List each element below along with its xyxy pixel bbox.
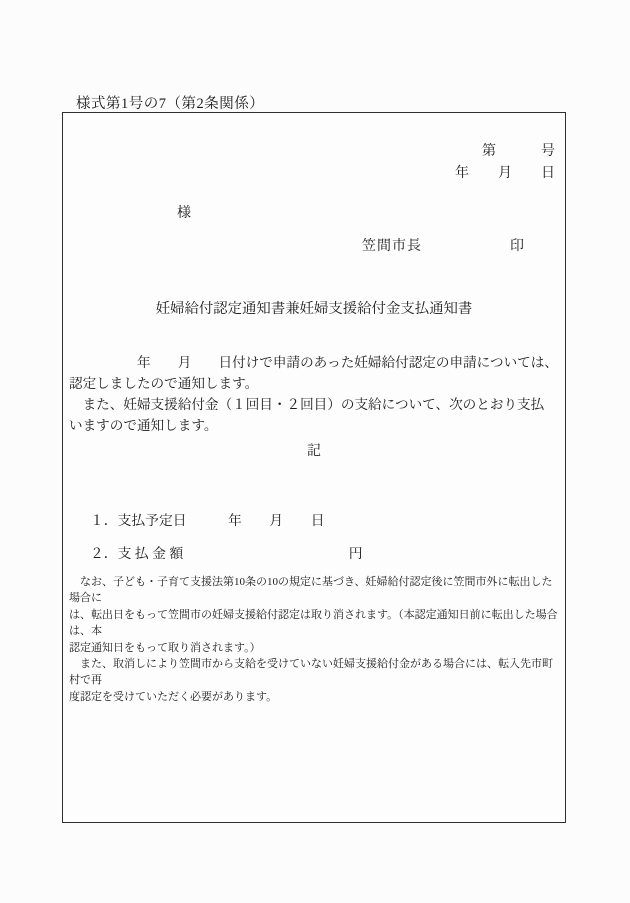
payment-date-item: １．支払予定日 年 月 日	[90, 513, 325, 528]
ki-section-mark: 記	[307, 444, 321, 459]
body-line: 認定しましたので通知します。	[69, 376, 259, 391]
issue-date-day-label: 日	[541, 166, 555, 181]
notification-body	[63, 352, 565, 436]
seal-placeholder: 印	[510, 239, 524, 254]
body-line: また、妊婦支援給付金（１回目・２回目）の支給について、次のとおり支払	[69, 397, 545, 412]
issue-date-year-label: 年	[455, 166, 469, 181]
footnote-line: は、転出日をもって笠間市の妊婦支援給付認定は取り消されます。（本認定通知日前に転出した場合は、本	[69, 608, 558, 638]
footnote-text	[63, 574, 565, 705]
issue-date-month-label: 月	[498, 166, 512, 181]
footnote-line: なお、子ども・子育て支援法第10条の10の規定に基づき、妊婦給付認定後に笠間市外に転出した場合に	[69, 576, 553, 605]
document-title: 妊婦給付認定通知書兼妊婦支援給付金支払通知書	[155, 301, 473, 317]
addressee-honorific: 様	[177, 206, 191, 221]
footnote-line: また、取消しにより笠間市から支給を受けていない妊婦支援給付金がある場合には、転入先市町村で再	[69, 658, 553, 687]
footnote-line: 認定通知日をもって取り消されます。）	[69, 641, 261, 654]
body-line: いますので通知します。	[69, 418, 218, 433]
footnote-line: 度認定を受けていただく必要があります。	[69, 690, 278, 703]
body-line: 年 月 日付けで申請のあった妊婦給付認定の申請については、	[69, 355, 558, 370]
form-number-label: 様式第1号の7（第2条関係）	[76, 96, 265, 112]
doc-number-suffix: 号	[541, 144, 555, 159]
doc-number-prefix: 第	[482, 144, 496, 159]
issuer-name: 笠間市長	[362, 239, 422, 254]
document-border-box	[62, 112, 566, 823]
payment-amount-item: ２．支 払 金 額 円	[90, 546, 363, 561]
